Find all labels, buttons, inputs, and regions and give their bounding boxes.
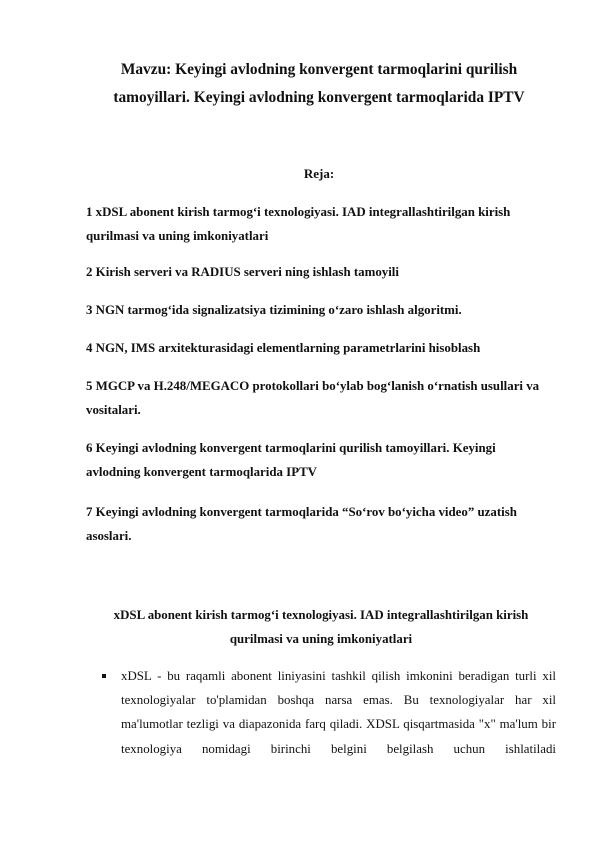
plan-item-7: 7 Keyingi avlodning konvergent tarmoqlarida “So‘rov bo‘yicha video” uzatish asoslari.	[86, 505, 517, 543]
plan-heading: Reja:	[303, 166, 335, 181]
plan-item-1: 1 xDSL abonent kirish tarmog‘i texnologiyasi. IAD integrallashtirilgan kirish qurilmasi va uning imkoniyatlari	[86, 205, 511, 243]
plan-item-3: 3 NGN tarmog‘ida signalizatsiya tizimining o‘zaro ishlash algoritmi.	[86, 303, 462, 317]
bullet-text: xDSL - bu raqamli abonent liniyasini tashkil qilish imkonini beradigan turli xil texnologiyalar to'plamidan boshqa narsa emas. Bu texnologiyalar har xil ma'lumotlar tezligi va diapazonida farq qiladi. XDSL qisqartmasida "x" ma'lum bir texnologiya nomidagi birinchi belgini belgilash uchun ishlatiladi	[121, 669, 556, 756]
section-heading: xDSL abonent kirish tarmog‘i texnologiyasi. IAD integrallashtirilgan kirish qurilmasi va uning imkoniyatlari	[113, 608, 529, 646]
plan-item-6: 6 Keyingi avlodning konvergent tarmoqlarini qurilish tamoyillari. Keyingi avlodning konvergent tarmoqlarida IPTV	[86, 441, 496, 479]
bullet-marker	[102, 674, 106, 678]
document-title: Mavzu: Keyingi avlodning konvergent tarmoqlarini qurilish tamoyillari. Keyingi avlodning konvergent tarmoqlarida IPTV	[113, 61, 525, 106]
plan-item-5: 5 MGCP va H.248/MEGACO protokollari bo‘ylab bog‘lanish o‘rnatish usullari va vositalari.	[86, 379, 540, 417]
plan-item-4: 4 NGN, IMS arxitekturasidagi elementlarning parametrlarini hisoblash	[86, 341, 481, 355]
plan-item-2: 2 Kirish serveri va RADIUS serveri ning ishlash tamoyili	[86, 265, 399, 279]
